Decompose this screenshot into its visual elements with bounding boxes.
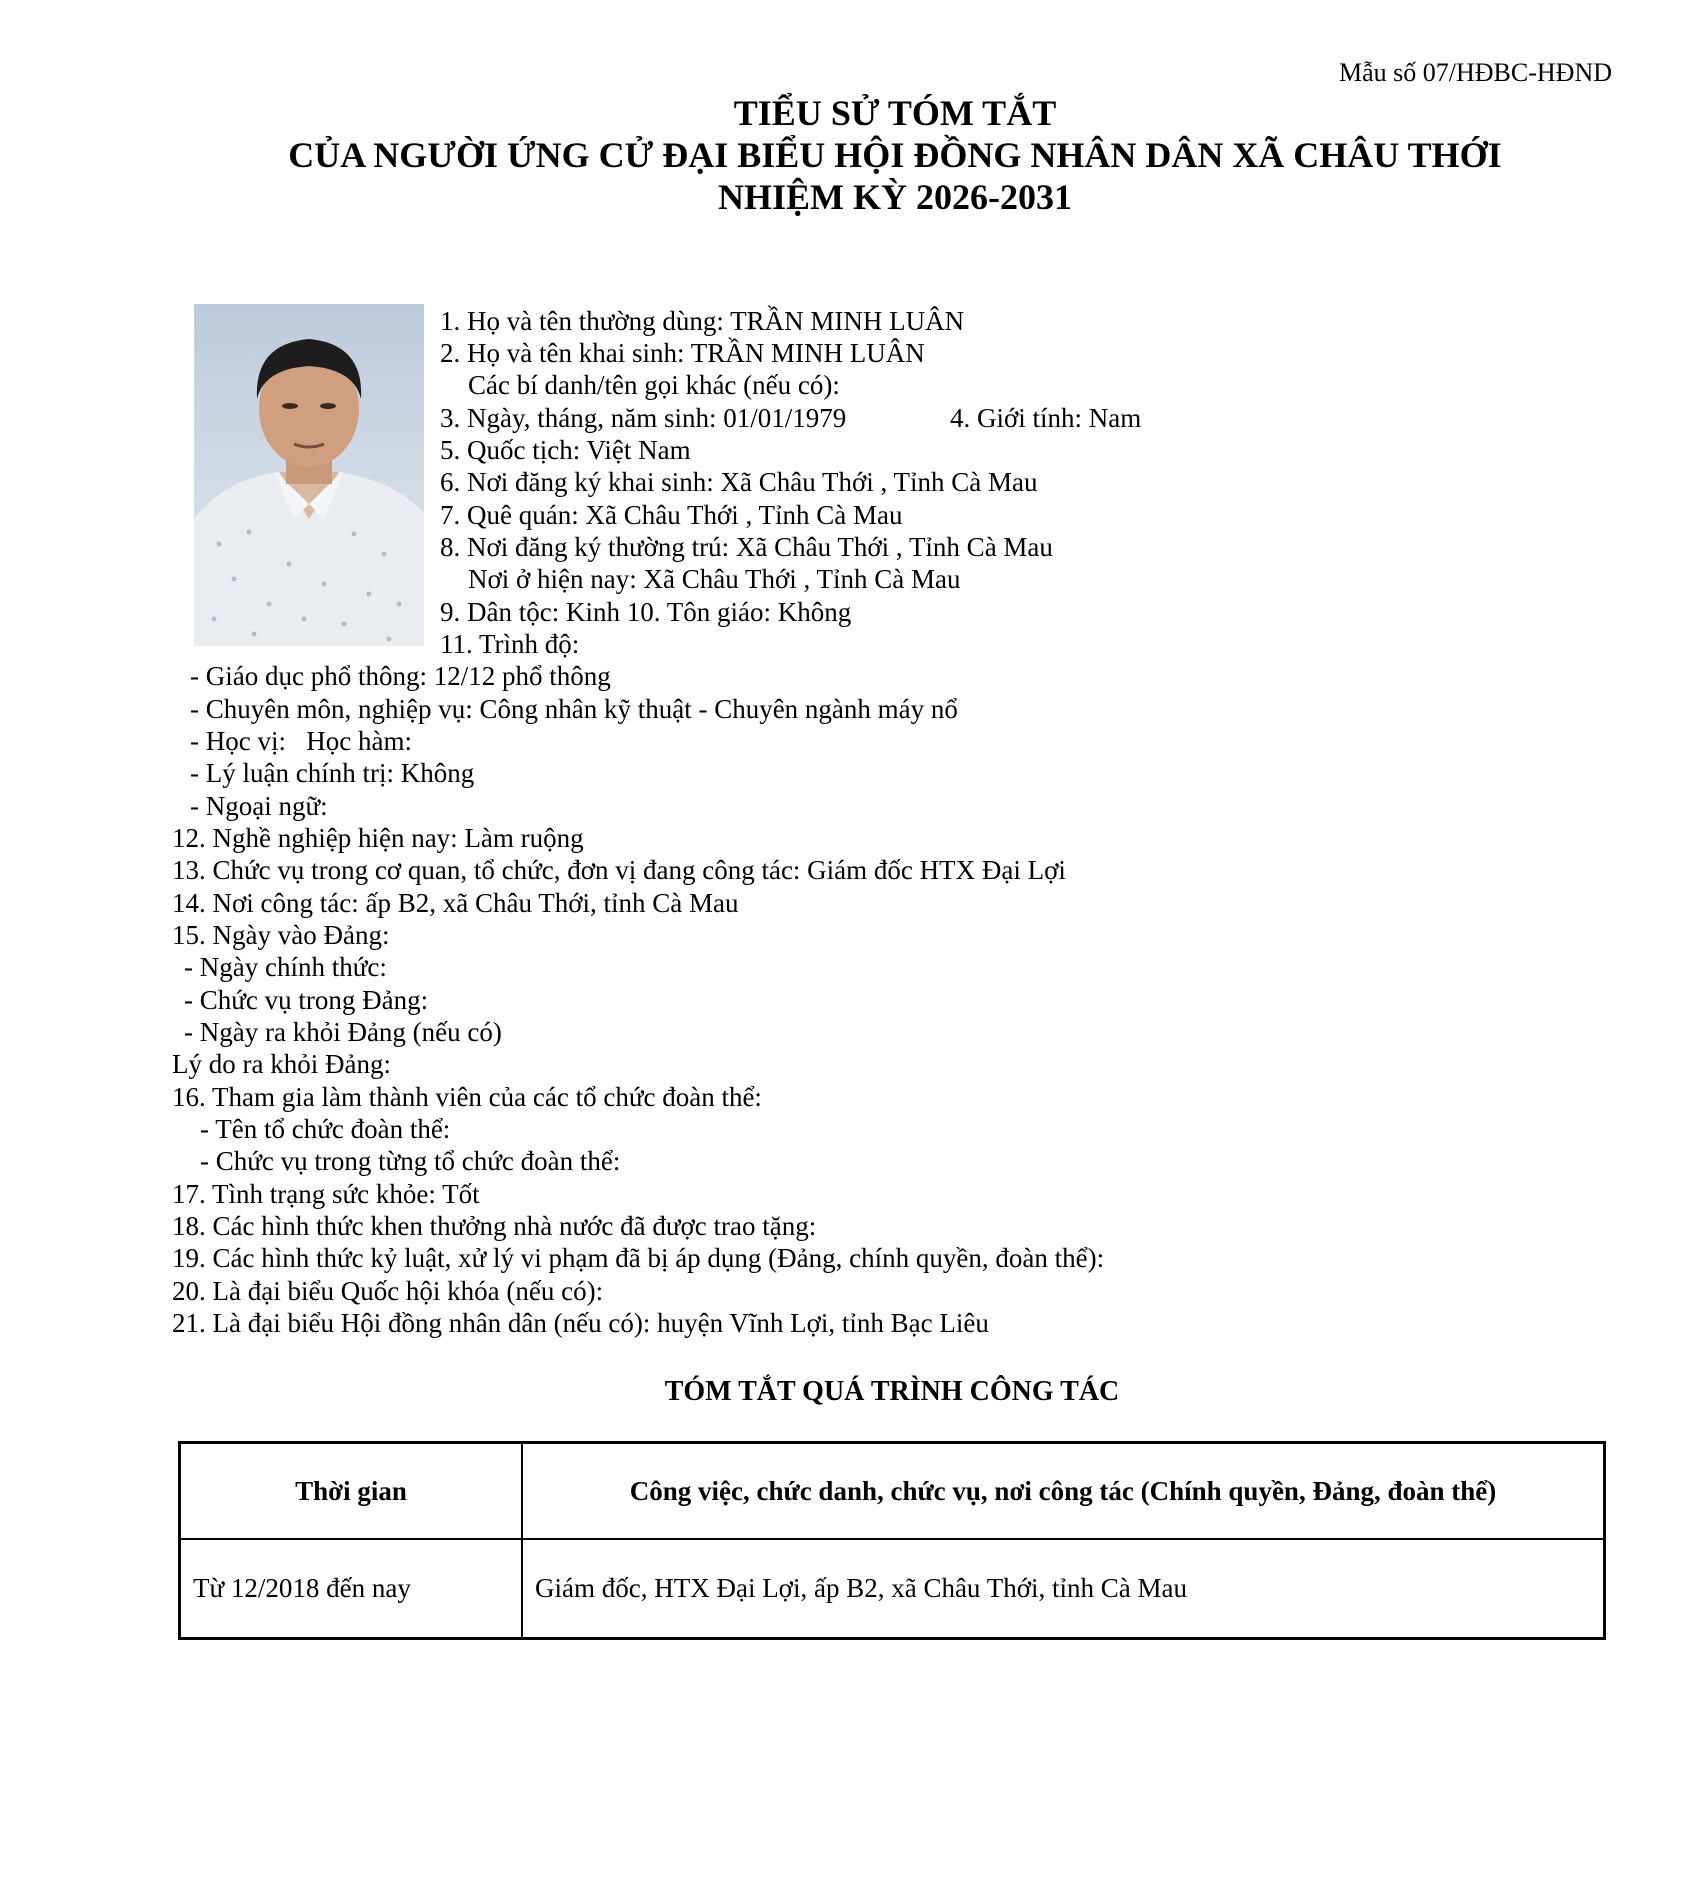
bio-ethnicity-religion: 9. Dân tộc: Kinh 10. Tôn giáo: Không [440, 597, 852, 627]
bio-aliases: Các bí danh/tên gọi khác (nếu có): [468, 370, 840, 400]
bio-education-heading: 11. Trình độ: [440, 629, 580, 659]
bio-political-theory: - Lý luận chính trị: Không [190, 758, 475, 788]
document-title: TIỂU SỬ TÓM TẮT [733, 93, 1057, 133]
portrait-photo [194, 304, 424, 646]
bio-dob: 3. Ngày, tháng, năm sinh: 01/01/1979 [440, 403, 847, 433]
bio-name-common: 1. Họ và tên thường dùng: TRẦN MINH LUÂN [440, 306, 965, 336]
bio-birth-registration: 6. Nơi đăng ký khai sinh: Xã Châu Thới , Tỉnh Cà Mau [440, 467, 1038, 497]
bio-organizations: 16. Tham gia làm thành viên của các tổ chức đoàn thể: [172, 1082, 762, 1112]
work-history-title: TÓM TẮT QUÁ TRÌNH CÔNG TÁC [664, 1376, 1120, 1407]
bio-discipline: 19. Các hình thức kỷ luật, xử lý vi phạm đã bị áp dụng (Đảng, chính quyền, đoàn thể): [172, 1243, 1105, 1273]
bio-national-assembly: 20. Là đại biểu Quốc hội khóa (nếu có): [172, 1276, 604, 1306]
bio-health: 17. Tình trạng sức khỏe: Tốt [172, 1179, 480, 1209]
term-title: NHIỆM KỲ 2026-2031 [718, 177, 1072, 217]
bio-org-names: - Tên tổ chức đoàn thể: [200, 1114, 451, 1144]
cell-work-details: Giám đốc, HTX Đại Lợi, ấp B2, xã Châu Thới, tỉnh Cà Mau [522, 1539, 1605, 1639]
table-header-row [180, 1443, 1605, 1540]
bio-workplace: 14. Nơi công tác: ấp B2, xã Châu Thới, tỉnh Cà Mau [172, 888, 739, 918]
bio-professional: - Chuyên môn, nghiệp vụ: Công nhân kỹ thuật - Chuyên ngành máy nổ [190, 694, 958, 724]
header-time: Thời gian [180, 1443, 523, 1540]
work-history-table [178, 1441, 1606, 1640]
bio-party-join: 15. Ngày vào Đảng: [172, 920, 390, 950]
document-subtitle: CỦA NGƯỜI ỨNG CỬ ĐẠI BIỂU HỘI ĐỒNG NHÂN DÂN XÃ CHÂU THỚI [288, 135, 1502, 175]
bio-hometown: 7. Quê quán: Xã Châu Thới , Tỉnh Cà Mau [440, 500, 903, 530]
table-row [180, 1539, 1605, 1639]
bio-general-education: - Giáo dục phổ thông: 12/12 phổ thông [190, 661, 611, 691]
bio-org-positions: - Chức vụ trong từng tổ chức đoàn thể: [200, 1146, 621, 1176]
bio-occupation: 12. Nghề nghiệp hiện nay: Làm ruộng [172, 823, 584, 853]
form-code: Mẫu số 07/HĐBC-HĐND [1339, 58, 1612, 87]
bio-party-leave-reason: Lý do ra khỏi Đảng: [172, 1049, 391, 1079]
bio-position: 13. Chức vụ trong cơ quan, tổ chức, đơn vị đang công tác: Giám đốc HTX Đại Lợi [172, 855, 1066, 885]
bio-foreign-language: - Ngoại ngữ: [190, 791, 328, 821]
bio-peoples-council: 21. Là đại biểu Hội đồng nhân dân (nếu có): huyện Vĩnh Lợi, tỉnh Bạc Liêu [172, 1308, 989, 1338]
bio-party-leave: - Ngày ra khỏi Đảng (nếu có) [184, 1017, 502, 1047]
bio-party-official: - Ngày chính thức: [184, 952, 387, 982]
bio-degree: - Học vị: Học hàm: [190, 726, 412, 756]
header-work-details: Công việc, chức danh, chức vụ, nơi công tác (Chính quyền, Đảng, đoàn thể) [522, 1443, 1605, 1540]
bio-party-position: - Chức vụ trong Đảng: [184, 985, 429, 1015]
bio-nationality: 5. Quốc tịch: Việt Nam [440, 435, 691, 465]
bio-name-birth: 2. Họ và tên khai sinh: TRẦN MINH LUÂN [440, 338, 925, 368]
bio-permanent-residence: 8. Nơi đăng ký thường trú: Xã Châu Thới , Tỉnh Cà Mau [440, 532, 1053, 562]
bio-current-residence: Nơi ở hiện nay: Xã Châu Thới , Tỉnh Cà Mau [468, 564, 961, 594]
bio-gender: 4. Giới tính: Nam [950, 403, 1142, 433]
bio-awards: 18. Các hình thức khen thưởng nhà nước đã được trao tặng: [172, 1211, 817, 1241]
cell-time: Từ 12/2018 đến nay [180, 1539, 523, 1639]
